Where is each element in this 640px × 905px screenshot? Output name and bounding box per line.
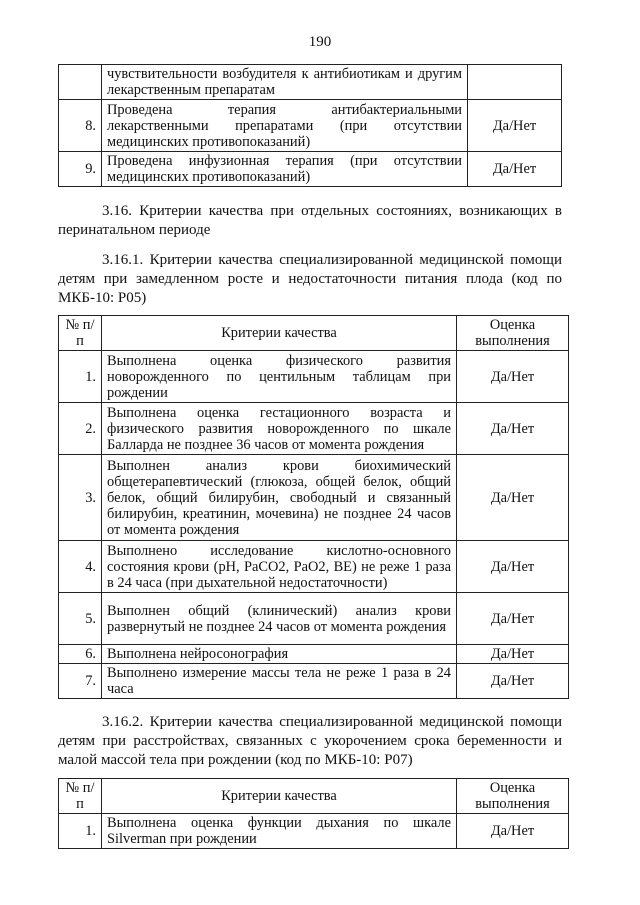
row-number: 1. <box>59 351 102 403</box>
row-number: 7. <box>59 664 102 699</box>
section-heading-3-16: 3.16. Критерии качества при отдельных состояниях, возникающих в перинатальном периоде <box>58 203 562 238</box>
criteria-table-p05 <box>58 315 569 699</box>
criterion-text: Проведена инфузионная терапия (при отсутствии медицинских противопоказаний) <box>102 152 468 187</box>
table-row <box>59 403 569 455</box>
evaluation-cell: Да/Нет <box>468 152 562 187</box>
column-header-number: № п/п <box>59 316 102 351</box>
column-header-number: № п/п <box>59 779 102 814</box>
evaluation-cell: Да/Нет <box>457 814 569 849</box>
criteria-table-continued <box>58 64 562 187</box>
section-heading-3-16-2: 3.16.2. Критерии качества специализированной медицинской помощи детям при расстройствах, связанных с укорочением срока беременности и малой массой тела при рождении (код по МКБ-10: P07) <box>58 714 562 768</box>
criterion-text: Выполнена оценка гестационного возраста и физического развития новорожденного по шкале Балларда не позднее 36 часов от момента рождения <box>102 403 457 455</box>
row-number: 9. <box>59 152 102 187</box>
criterion-text: Выполнен общий (клинический) анализ крови развернутый не позднее 24 часов от момента рождения <box>102 593 457 645</box>
evaluation-cell: Да/Нет <box>457 541 569 593</box>
row-number: 4. <box>59 541 102 593</box>
evaluation-cell: Да/Нет <box>457 645 569 664</box>
criterion-text: Выполнена оценка физического развития новорожденного по центильным таблицам при рождении <box>102 351 457 403</box>
criterion-text: Выполнено исследование кислотно-основного состояния крови (pH, PaCO2, PaO2, BE) не реже 1 раза в 24 часа (при дыхательной недостаточности) <box>102 541 457 593</box>
table-row <box>59 593 569 645</box>
row-number: 2. <box>59 403 102 455</box>
criterion-text: Выполнено измерение массы тела не реже 1 раза в 24 часа <box>102 664 457 699</box>
table-row <box>59 455 569 541</box>
table-row <box>59 645 569 664</box>
row-number: 3. <box>59 455 102 541</box>
table-row <box>59 541 569 593</box>
criterion-text: Проведена терапия антибактериальными лекарственными препаратами (при отсутствии медицинских противопоказаний) <box>102 100 468 152</box>
page-number: 190 <box>308 34 332 50</box>
row-number <box>59 65 102 100</box>
criterion-text: чувствительности возбудителя к антибиотикам и другим лекарственным препаратам <box>102 65 468 100</box>
table-header-row <box>59 316 569 351</box>
evaluation-cell: Да/Нет <box>457 351 569 403</box>
table-row <box>59 351 569 403</box>
evaluation-cell: Да/Нет <box>457 403 569 455</box>
table-row <box>59 100 562 152</box>
column-header-criteria: Критерии качества <box>102 779 457 814</box>
table-header-row <box>59 779 569 814</box>
column-header-evaluation: Оценка выполнения <box>457 779 569 814</box>
row-number: 6. <box>59 645 102 664</box>
evaluation-cell: Да/Нет <box>457 664 569 699</box>
column-header-evaluation: Оценка выполнения <box>457 316 569 351</box>
table-row <box>59 664 569 699</box>
row-number: 5. <box>59 593 102 645</box>
evaluation-cell: Да/Нет <box>468 100 562 152</box>
evaluation-cell: Да/Нет <box>457 455 569 541</box>
criterion-text: Выполнен анализ крови биохимический общетерапевтический (глюкоза, общей белок, общий белок, общий билирубин, свободный и связанный билирубин, креатинин, мочевина) не позднее 24 часов от момента рождения <box>102 455 457 541</box>
row-number: 1. <box>59 814 102 849</box>
evaluation-cell: Да/Нет <box>457 593 569 645</box>
criteria-table-p07 <box>58 778 569 849</box>
criterion-text: Выполнена нейросонография <box>102 645 457 664</box>
table-row <box>59 65 562 100</box>
row-number: 8. <box>59 100 102 152</box>
section-heading-3-16-1: 3.16.1. Критерии качества специализированной медицинской помощи детям при замедленном росте и недостаточности питания плода (код по МКБ-10: P05) <box>58 252 562 306</box>
criterion-text: Выполнена оценка функции дыхания по шкале Silverman при рождении <box>102 814 457 849</box>
table-row <box>59 152 562 187</box>
evaluation-cell <box>468 65 562 100</box>
column-header-criteria: Критерии качества <box>102 316 457 351</box>
table-row <box>59 814 569 849</box>
